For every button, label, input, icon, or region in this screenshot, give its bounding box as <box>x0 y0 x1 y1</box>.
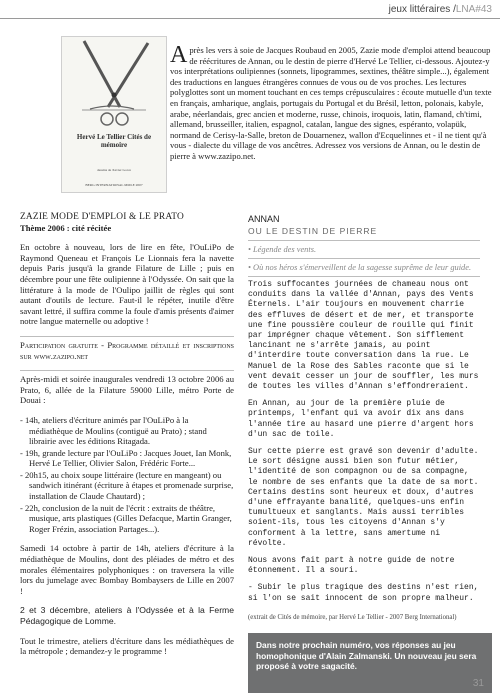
story-title: ANNAN <box>248 214 280 224</box>
header-rule <box>0 18 500 19</box>
story-note: • Où nos héros s'émerveillent de la sagesse suprême de leur guide. <box>248 263 472 272</box>
december-paragraph: 2 et 3 décembre, ateliers à l'Odyssée et à la Ferme Pédagogique de Lomme. <box>20 605 234 626</box>
divider <box>248 258 480 259</box>
intro-text: près les vers à soie de Jacques Roubaud en 2005, Zazie mode d'emploi attend beaucoup de réécritures de Annan, ou le destin de pierre d'Hervé Le Tellier, ci-dessous. Ajoutez-y vos interprétations oulipiennes (sonnets, lipogrammes, sextines, théâtre simple...), également des traductions en langues étrangères connues de vous ou de vos proches. Les lectures polyglottes sont un moment touchant en ces temps crépusculaires : écoute mutuelle d'un texte en français, amharique, anglais, portugais du Portugal et du Brésil, letton, polonais, kabyle, arabe, néerlandais, grec ancien et moderne, russe, chinois, iroquois, latin, flamand, ch'timi, allemand, brusseiller, italien, espagnol, catalan, langue des signes, espéranto, volapük, normand de Cerisy-la-Salle, breton de Douarnenez, wallon d'Ecquelinnes et - il ne tient qu'à vous - dialecte du village de vos ancêtres. Adressez vos versions de Annan, ou le destin de pierre à www.zazipo.net. <box>170 45 492 161</box>
next-issue-box <box>248 633 492 693</box>
intro-paragraph <box>170 42 492 162</box>
story-note: • Légende des vents. <box>248 245 317 254</box>
story-paragraph: - Subir le plus tragique des destins n'est rien, si l'on se sait innocent de son propre malheur. <box>248 583 479 603</box>
divider <box>248 240 480 241</box>
story-citation: (extrait de Cités de mémoire, par Hervé Le Tellier - 2007 Berg International) <box>248 613 457 621</box>
scissors-illustration <box>62 37 166 133</box>
schedule-item: - 14h, ateliers d'écriture animés par l'OuLiPo à la médiathèque de Moulins (contiguë au Prato) ; stand librairie avec les éditions Ritagada. <box>20 414 207 447</box>
trimester-paragraph: Tout le trimestre, ateliers d'écriture dans les médiathèques de la métropole ; demandez-y le programme ! <box>20 635 234 657</box>
left-column <box>20 212 234 666</box>
magazine-label: LNA#43 <box>455 4 492 15</box>
page-header <box>389 4 492 15</box>
divider <box>20 336 234 337</box>
story-paragraph: Sur cette pierre est gravé son devenir d'adulte. Le sort désigne aussi bien son futur métier, l'identité de son compagnon ou de sa compagne, le nombre de ses enfants que la date de sa mort. Certains destins sont heureux et doux, d'autres d'une effrayante banalité, quelques-uns enfin tumultueux et sanglants. Mais aussi terribles soient-ils, tous les citoyens d'Annan s'y conforment à la lettre, sans amertume ni révolte. <box>248 447 479 548</box>
right-column <box>248 214 480 621</box>
participation-link[interactable]: Participation gratuite - Programme détaillé et inscriptions sur www.zazipo.net <box>20 339 234 361</box>
section-heading: ZAZIE MODE D'EMPLOI & LE PRATO <box>20 212 185 222</box>
story-paragraph: Trois suffocantes journées de chameau nous ont conduits dans la vallée d'Annan, pays des Vents Éternels. L'air toujours en mouvement charrie des effluves de désert et de mer, et transporte une fine poussière couleur de rouille qui finit par imprégner chaque vêtement. Son sifflement lancinant ne s'arrête jamais, au point d'interdire toute conversation dans la rue. Le Manuel de la Rose des Sables raconte que si le vent devait cesser un jour de souffler, les murs de toutes les villes d'Annan s'effondreraient. <box>248 280 479 392</box>
cover-publisher: BERG INTERNATIONAL MMLE 2007 <box>85 183 143 187</box>
drop-cap: A <box>170 42 188 68</box>
divider <box>248 276 480 277</box>
section-label: jeux littéraires / <box>388 4 456 15</box>
schedule-item: - 22h, conclusion de la nuit de l'écrit : extraits de théâtre, musique, arts plastiques (Gilles Defacque, Martin Granger, Roger Frézin, association Partages...). <box>20 502 232 534</box>
schedule-item: - 19h, grande lecture par l'OuLiPo : Jacques Jouet, Ian Monk, Hervé Le Tellier, Olivier Salon, Frédéric Forte... <box>20 447 232 469</box>
saturday-paragraph: Samedi 14 octobre à partir de 14h, ateliers d'écriture à la médiathèque de Moulins, dont des pléiades de métro et des morales élémentaires polyphoniques : on traversera la ville lors du jumelage avec Bombay Bombaysers de Lille en 2007 ! <box>20 543 234 596</box>
story-paragraph: En Annan, au jour de la première pluie de printemps, l'enfant qui va avoir dix ans dans l'année tire au hasard une pierre d'argent hors d'un sac de toile. <box>248 399 474 439</box>
story-subtitle: OU LE DESTIN DE PIERRE <box>248 226 378 236</box>
story-paragraph: Nous avons fait part à notre guide de notre étonnement. Il a souri. <box>248 556 455 576</box>
book-cover <box>61 36 167 193</box>
page-number: 31 <box>472 678 484 689</box>
schedule-list <box>20 415 234 535</box>
schedule-intro: Après-midi et soirée inaugurales vendredi 13 octobre 2006 au Prato, 6, allée de la Filature 59000 Lille, métro Porte de Douai : <box>20 374 234 406</box>
cover-subtitle: dessins de Xavier Gorce <box>96 168 132 172</box>
theme-heading: Thème 2006 : cité récitée <box>20 222 112 233</box>
next-issue-text: Dans notre prochain numéro, vos réponses au jeu homophonique d'Alain Zalmanski. Un nouveau jeu sera proposé à votre sagacité. <box>256 640 477 672</box>
event-paragraph: En octobre à nouveau, lors de lire en fête, l'OuLiPo de Raymond Queneau et François Le Lionnais fera la navette depuis Paris jusqu'à la grande Filature de Lille ; puis en décembre pour une fête oulipienne à l'Odyssée. On sait que la littérature à la mode de l'Oulipo jaillit de règles qui sont autant d'outils de lecture. Faut-il le répéter, inutile d'être savant lettré, il suffira comme la foule d'amis présents d'aimer notre langue maternelle ou adoptive ! <box>20 242 234 327</box>
divider <box>20 370 234 371</box>
cover-title: Hervé Le Tellier Cités de mémoire <box>76 133 152 149</box>
schedule-item: - 20h15, au choix soupe littéraire (lecture en mangeant) ou sandwich itinérant (écriture à étapes et promenade surprise, installation de Claude Chautard) ; <box>20 469 234 502</box>
